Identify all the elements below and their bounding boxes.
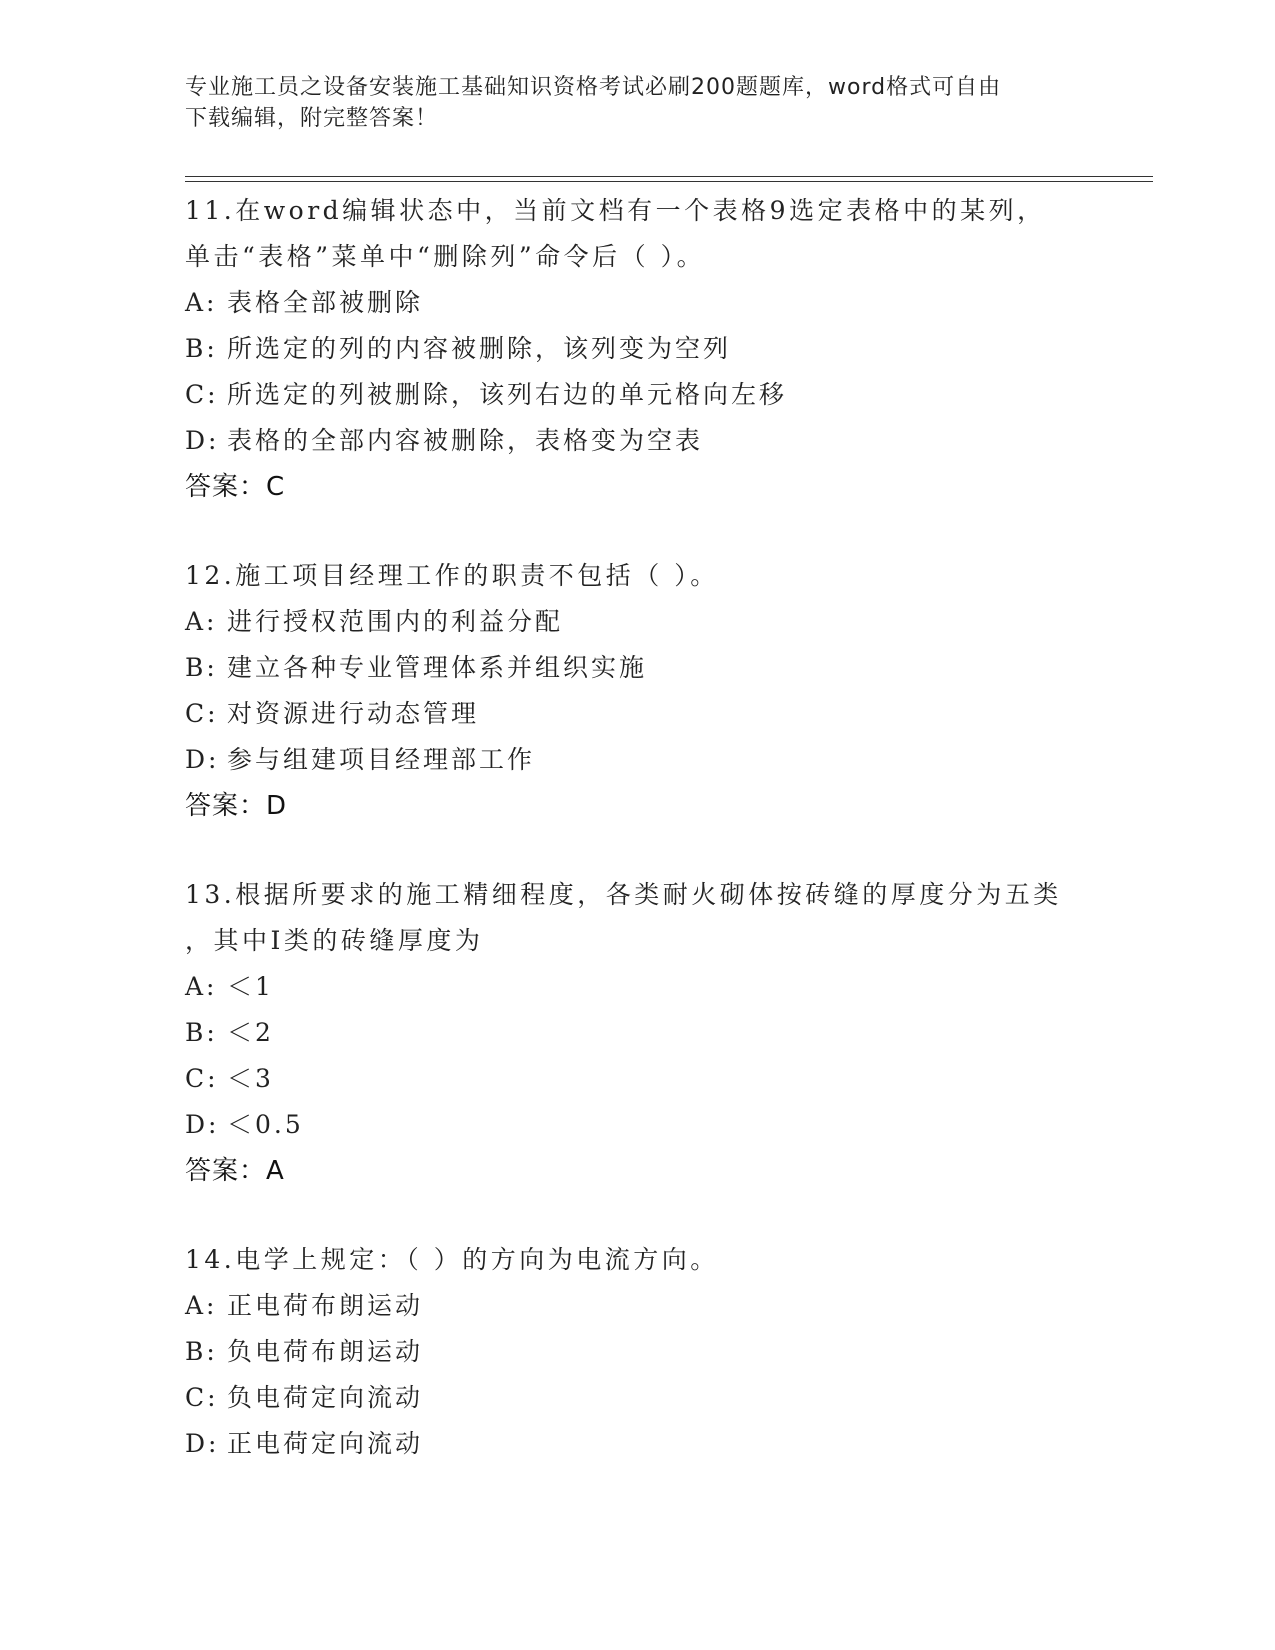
option-letter: C: [185, 1383, 219, 1412]
question-12 [185, 553, 1085, 829]
option-text: ＜3 [227, 1064, 274, 1093]
header-line-2: 下载编辑，附完整答案！ [185, 106, 439, 131]
option-d [185, 737, 1085, 783]
option-c [185, 691, 1085, 737]
header-divider-top [185, 176, 1153, 177]
answer-line: 答案：C [185, 472, 286, 502]
stem-line: 单击“表格”菜单中“删除列”命令后（ ）。 [185, 242, 706, 271]
option-letter: B: [185, 1337, 218, 1366]
option-a [185, 964, 1085, 1010]
option-letter: A: [185, 972, 218, 1001]
option-d [185, 1102, 1085, 1148]
question-stem [185, 188, 1085, 280]
option-b [185, 1329, 1085, 1375]
option-text: 进行授权范围内的利益分配 [227, 607, 564, 636]
option-text: 对资源进行动态管理 [227, 699, 480, 728]
option-letter: C: [185, 1064, 219, 1093]
option-letter: B: [185, 1018, 218, 1047]
stem-line: 14.电学上规定：（ ）的方向为电流方向。 [185, 1245, 719, 1274]
option-text: 所选定的列被删除，该列右边的单元格向左移 [227, 380, 788, 409]
option-text: 正电荷定向流动 [227, 1429, 424, 1458]
question-13 [185, 872, 1085, 1194]
option-text: 正电荷布朗运动 [227, 1291, 424, 1320]
question-11 [185, 188, 1085, 510]
question-stem [185, 553, 1085, 599]
option-text: 所选定的列的内容被删除，该列变为空列 [227, 334, 732, 363]
option-text: 建立各种专业管理体系并组织实施 [227, 653, 648, 682]
option-letter: D: [185, 1429, 220, 1458]
header-line-1: 专业施工员之设备安装施工基础知识资格考试必刷200题题库，word格式可自由 [185, 75, 1002, 100]
question-stem [185, 1237, 1085, 1283]
option-letter: B: [185, 334, 218, 363]
option-text: 参与组建项目经理部工作 [227, 745, 536, 774]
document-header [185, 72, 1085, 134]
option-c [185, 1375, 1085, 1421]
option-b [185, 326, 1085, 372]
stem-line: 11.在word编辑状态中，当前文档有一个表格9选定表格中的某列， [185, 196, 1046, 225]
option-letter: D: [185, 1110, 220, 1139]
option-text: 表格全部被删除 [227, 288, 424, 317]
option-text: 负电荷定向流动 [227, 1383, 424, 1412]
stem-line: 13.根据所要求的施工精细程度，各类耐火砌体按砖缝的厚度分为五类 [185, 880, 1062, 909]
option-letter: C: [185, 380, 219, 409]
option-letter: C: [185, 699, 219, 728]
option-d [185, 418, 1085, 464]
option-a [185, 599, 1085, 645]
option-text: 表格的全部内容被删除，表格变为空表 [227, 426, 704, 455]
header-divider-bottom [185, 181, 1153, 182]
option-c [185, 372, 1085, 418]
option-text: ＜1 [227, 972, 274, 1001]
option-letter: A: [185, 607, 218, 636]
question-list [185, 188, 1085, 1510]
option-text: ＜2 [227, 1018, 274, 1047]
option-b [185, 1010, 1085, 1056]
question-stem [185, 872, 1085, 964]
option-a [185, 280, 1085, 326]
option-letter: D: [185, 745, 220, 774]
option-letter: D: [185, 426, 220, 455]
option-text: ＜0.5 [227, 1110, 304, 1139]
option-letter: B: [185, 653, 218, 682]
option-c [185, 1056, 1085, 1102]
stem-line: 12.施工项目经理工作的职责不包括（ ）。 [185, 561, 719, 590]
option-d [185, 1421, 1085, 1467]
answer-line: 答案：D [185, 791, 288, 821]
option-b [185, 645, 1085, 691]
stem-line: ，其中Ⅰ类的砖缝厚度为 [185, 926, 484, 955]
option-letter: A: [185, 1291, 218, 1320]
question-14 [185, 1237, 1085, 1467]
answer-line: 答案：A [185, 1156, 285, 1186]
option-letter: A: [185, 288, 218, 317]
option-text: 负电荷布朗运动 [227, 1337, 424, 1366]
option-a [185, 1283, 1085, 1329]
